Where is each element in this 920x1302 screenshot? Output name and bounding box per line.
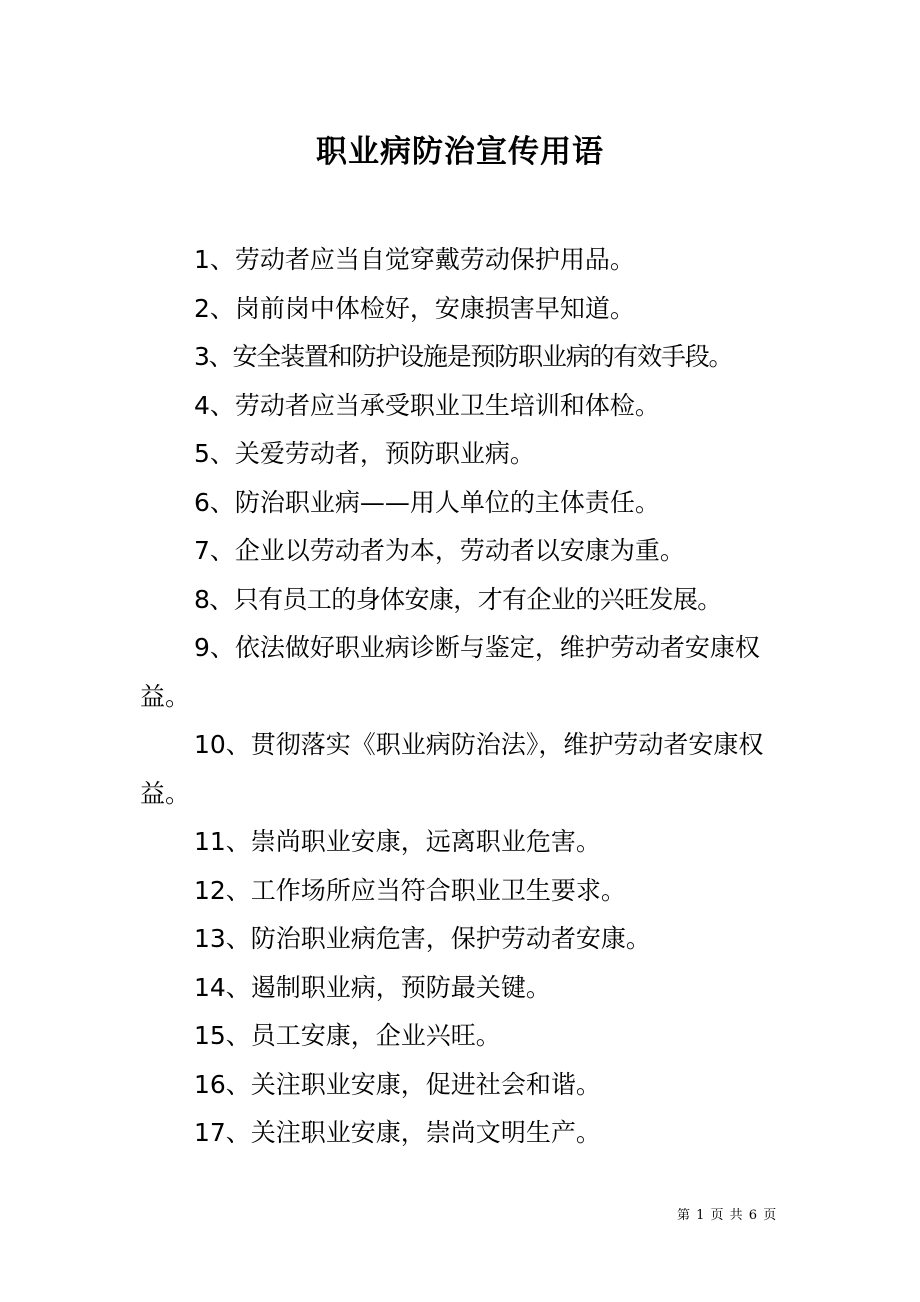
list-item: 11、崇尚职业安康，远离职业危害。 [194,827,601,856]
list-item: 8、只有员工的身体安康，才有企业的兴旺发展。 [194,584,722,614]
list-item: 6、防治职业病——用人单位的主体责任。 [194,487,660,517]
list-item: 14、遏制职业病，预防最关键。 [194,972,551,1002]
document-title: 职业病防治宣传用语 [316,134,604,170]
list-item: 5、关爱劳动者，预防职业病。 [194,439,535,468]
list-item: 2、岗前岗中体检好，安康损害早知道。 [194,293,635,323]
list-item: 16、关注职业安康，促进社会和谐。 [194,1069,601,1099]
list-item: 13、防治职业病危害，保护劳动者安康。 [194,924,651,953]
list-item: 1、劳动者应当自觉穿戴劳动保护用品。 [194,245,635,274]
list-item: 15、员工安康，企业兴旺。 [194,1021,501,1050]
list-item: 12、工作场所应当符合职业卫生要求。 [194,875,626,905]
list-item: 17、关注职业安康，崇尚文明生产。 [194,1118,601,1147]
document-body [140,236,786,1158]
list-item: 4、劳动者应当承受职业卫生培训和体检。 [194,390,660,420]
list-item: 3、安全装置和防护设施是预防职业病的有效手段。 [194,342,733,371]
list-item: 9、依法做好职业病诊断与鉴定，维护劳动者安康权益。 [140,633,760,711]
list-item: 10、贯彻落实《职业病防治法》，维护劳动者安康权益。 [140,730,764,808]
page-number: 第 1 页 共 6 页 [677,1208,778,1223]
list-item: 7、企业以劳动者为本，劳动者以安康为重。 [194,536,685,565]
